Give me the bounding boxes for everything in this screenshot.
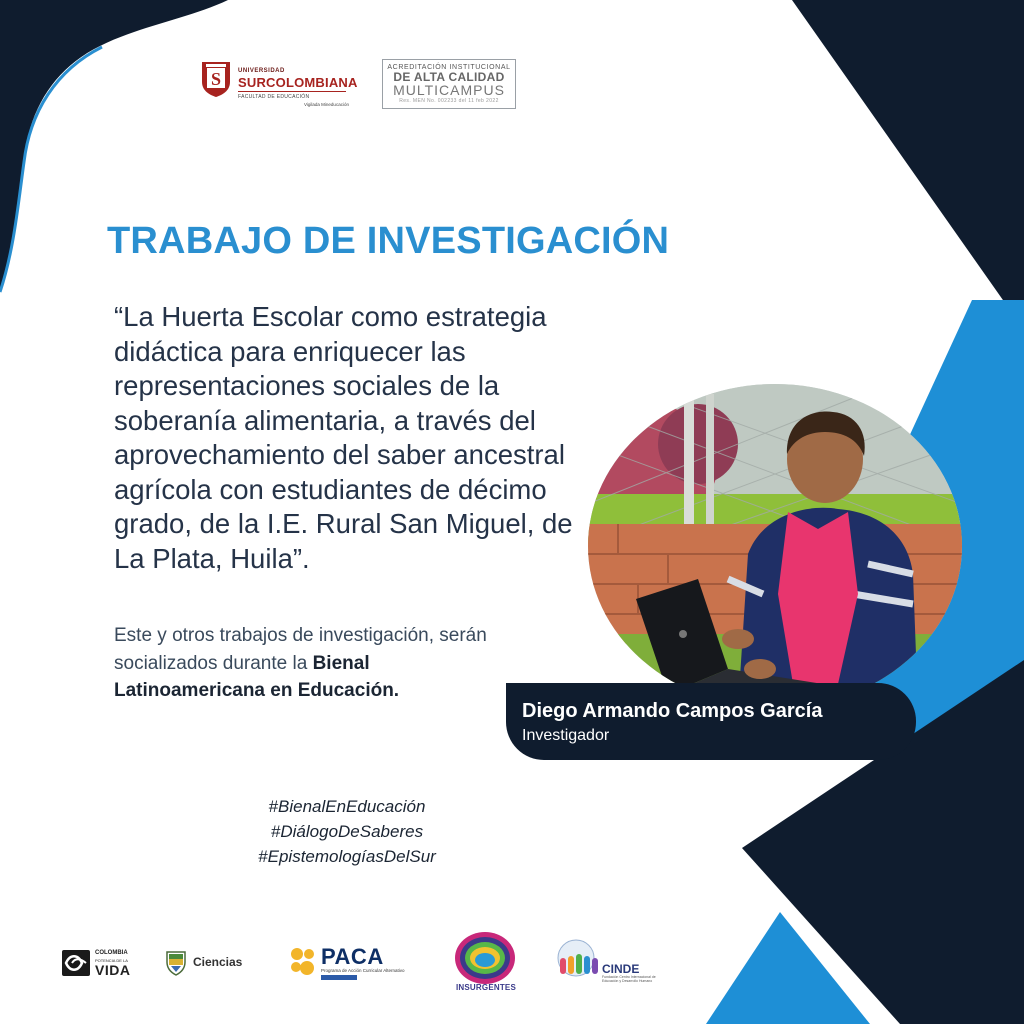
researcher-name: Diego Armando Campos García <box>522 700 823 722</box>
svg-text:S: S <box>210 69 222 89</box>
colombia-big: VIDA <box>95 962 131 978</box>
insurgentes-logo <box>450 931 522 995</box>
cinde-title: CINDE <box>602 962 640 976</box>
ciencias-label: Ciencias <box>193 955 243 969</box>
university-logo <box>200 60 358 110</box>
note-bold-text: Bienal Latinoamericana en Educación. <box>114 652 400 701</box>
researcher-name-card <box>506 683 916 760</box>
accreditation-badge <box>382 59 516 109</box>
socialization-note <box>114 622 494 705</box>
hashtag-list <box>232 794 462 869</box>
coat-of-arms-icon <box>164 948 188 976</box>
researcher-photo-illustration <box>588 384 962 708</box>
accreditation-line-3: MULTICAMPUS <box>393 82 505 98</box>
accreditation-line-1: ACREDITACIÓN INSTITUCIONAL <box>387 64 511 71</box>
paca-title: PACA <box>321 944 384 969</box>
accreditation-line-2: DE ALTA CALIDAD <box>393 70 505 84</box>
hashtag: #DiálogoDeSaberes <box>270 822 424 841</box>
note-text: Este y otros trabajos de investigación, serán socializados durante la <box>114 625 487 674</box>
colombia-label: COLOMBIA <box>95 950 128 956</box>
shield-logo-icon <box>200 60 232 98</box>
university-name: SURCOLOMBIANA <box>238 75 358 90</box>
cinde-subtitle: Fundación Centro Internacional de Educación y Desarrollo Humano <box>602 975 656 983</box>
paca-bar <box>321 975 357 980</box>
researcher-role: Investigador <box>522 727 610 744</box>
hashtag: #BienalEnEducación <box>268 797 426 816</box>
cinde-logo <box>554 938 664 988</box>
wave-logo-icon <box>62 950 90 976</box>
university-divider <box>238 91 346 92</box>
colombia-sub: POTENCIA DE LA <box>95 958 128 963</box>
globe-people-icon <box>554 938 604 984</box>
hashtag: #EpistemologíasDelSur <box>258 847 436 866</box>
right-dark-triangle-top <box>792 0 1024 330</box>
university-small-label: UNIVERSIDAD <box>238 68 285 74</box>
honeycomb-logo-icon <box>288 946 318 978</box>
researcher-photo <box>588 384 962 708</box>
page-title: TRABAJO DE INVESTIGACIÓN <box>107 220 670 262</box>
ciencias-logo <box>164 948 250 978</box>
colombia-potencia-logo <box>62 944 142 980</box>
paca-logo <box>288 944 410 988</box>
insurgentes-label: INSURGENTES <box>456 983 516 992</box>
research-title-quote: “La Huerta Escolar como estrategia didáctica para enriquecer las representaciones sociales de la soberanía alimentaria, a través del aprovechamiento del saber ancestral agrícola con estudiantes de décimo grado, de la I.E. Rural San Miguel, de La Plata, Huila”. <box>114 301 573 574</box>
university-faculty: FACULTAD DE EDUCACIÓN <box>238 94 310 100</box>
paca-subtitle: Programa de Acción Curricular Alternativo <box>321 968 405 973</box>
rainbow-circle-icon <box>454 931 516 985</box>
university-tagline: Vigilada Mineducación <box>304 102 349 107</box>
accreditation-line-4: Res. MEN No. 002233 del 11 feb 2022 <box>399 98 499 104</box>
